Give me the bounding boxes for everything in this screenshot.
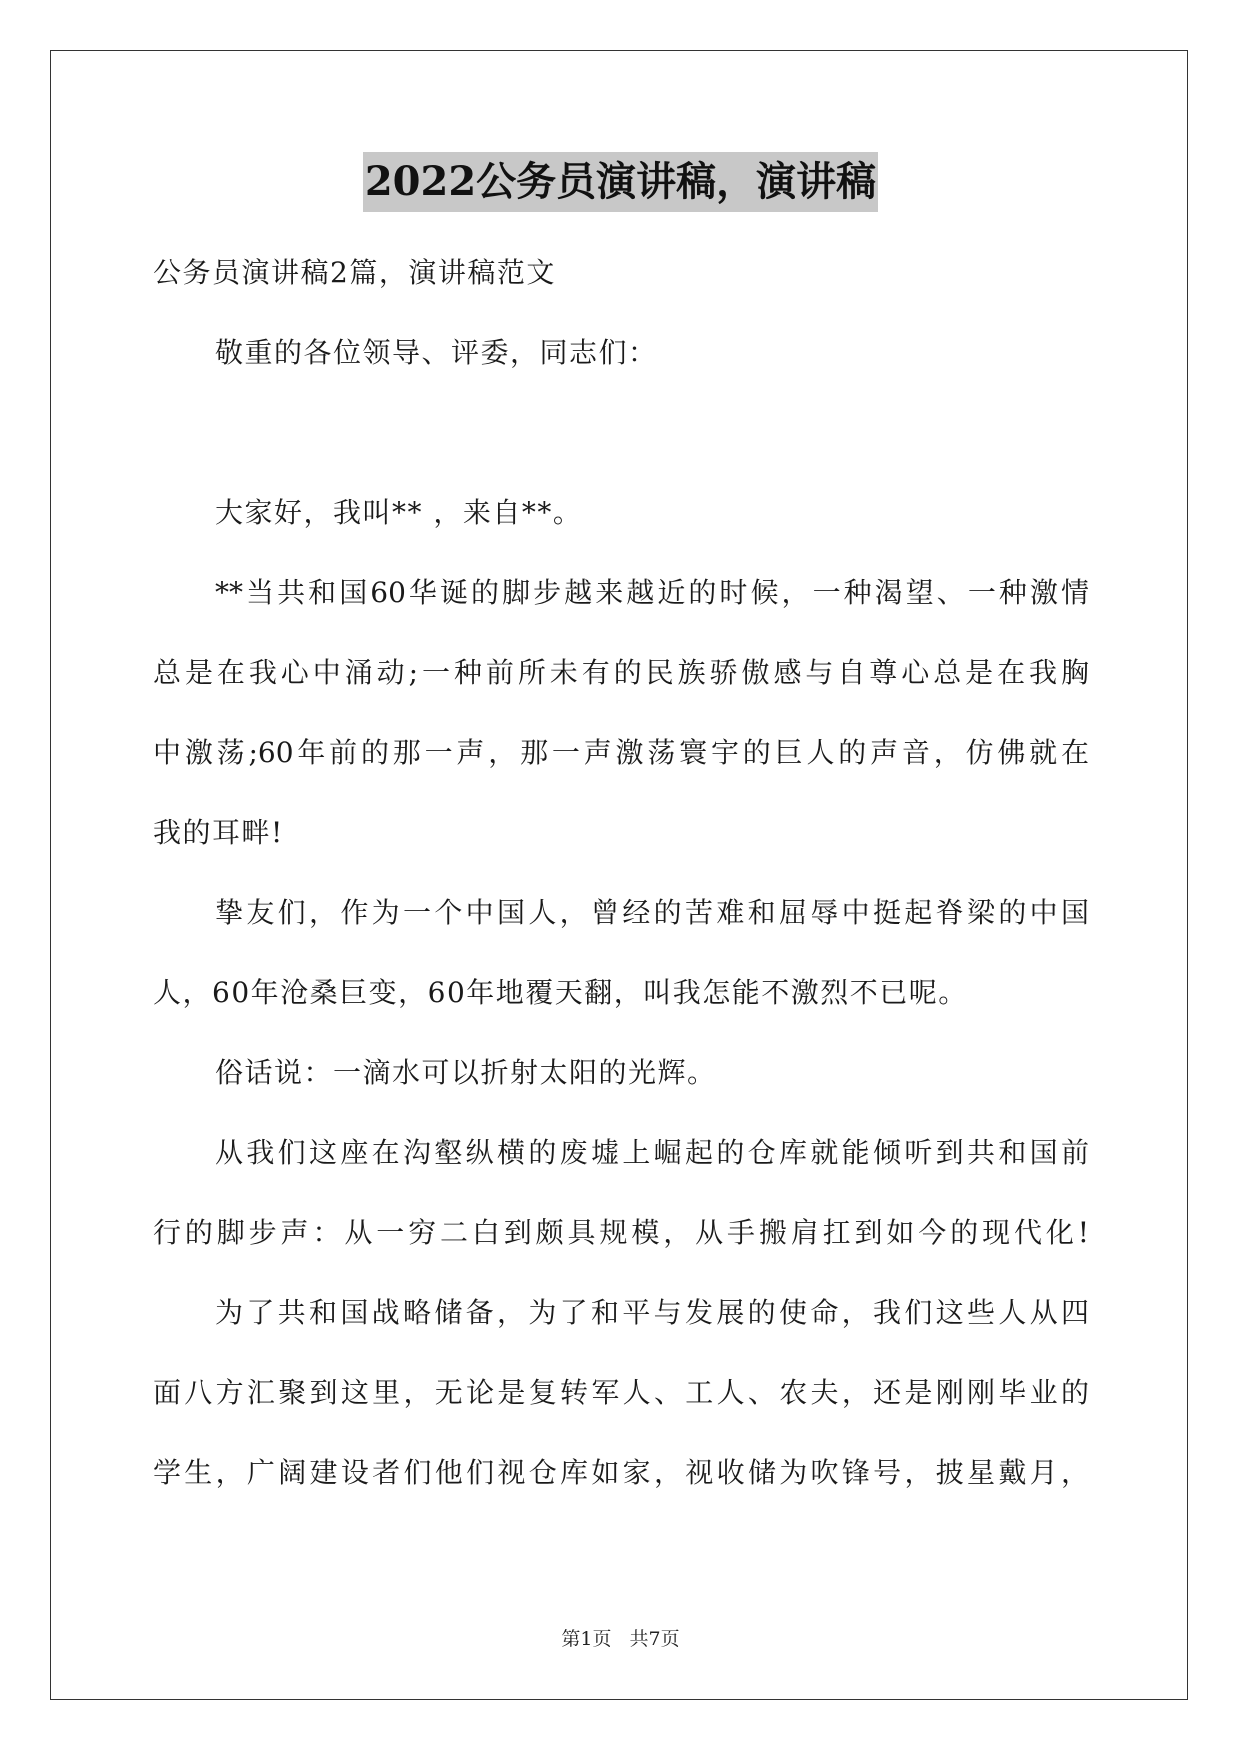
paragraph-line: 行的脚步声：从一穷二白到颇具规模，从手搬肩扛到如今的现代化!	[153, 1216, 1089, 1249]
greeting-line: 敬重的各位领导、评委，同志们：	[215, 336, 658, 369]
paragraph-line: 面八方汇聚到这里，无论是复转军人、工人、农夫，还是刚刚毕业的	[153, 1376, 1089, 1409]
paragraph-line: 我的耳畔!	[153, 816, 284, 849]
paragraph-line: 为了共和国战略储备，为了和平与发展的使命，我们这些人从四	[215, 1296, 1089, 1329]
title-container	[0, 152, 1241, 212]
page-footer	[0, 1624, 1241, 1651]
paragraph-line: 中激荡;60年前的那一声，那一声激荡寰宇的巨人的声音，仿佛就在	[153, 736, 1089, 769]
paragraph-line: 俗话说：一滴水可以折射太阳的光辉。	[215, 1056, 717, 1089]
paragraph-line: **当共和国60华诞的脚步越来越近的时候，一种渴望、一种激情	[215, 576, 1089, 609]
subtitle-line: 公务员演讲稿2篇，演讲稿范文	[153, 256, 556, 289]
document-title[interactable]: 2022公务员演讲稿，演讲稿	[363, 152, 878, 212]
page-number: 第1页	[561, 1628, 612, 1650]
blank-line	[153, 393, 1089, 473]
paragraph-line: 从我们这座在沟壑纵横的废墟上崛起的仓库就能倾听到共和国前	[215, 1136, 1089, 1169]
paragraph-line: 总是在我心中涌动;一种前所未有的民族骄傲感与自尊心总是在我胸	[153, 656, 1089, 689]
page-total: 共7页	[629, 1628, 680, 1650]
paragraph-line: 人，60年沧桑巨变，60年地覆天翻，叫我怎能不激烈不已呢。	[153, 976, 968, 1009]
paragraph-line: 挚友们，作为一个中国人，曾经的苦难和屈辱中挺起脊梁的中国	[215, 896, 1089, 929]
paragraph-line: 学生，广阔建设者们他们视仓库如家，视收储为吹锋号，披星戴月，	[153, 1456, 1089, 1489]
intro-line: 大家好，我叫** ，来自**。	[215, 496, 583, 529]
document-body	[153, 233, 1089, 1513]
